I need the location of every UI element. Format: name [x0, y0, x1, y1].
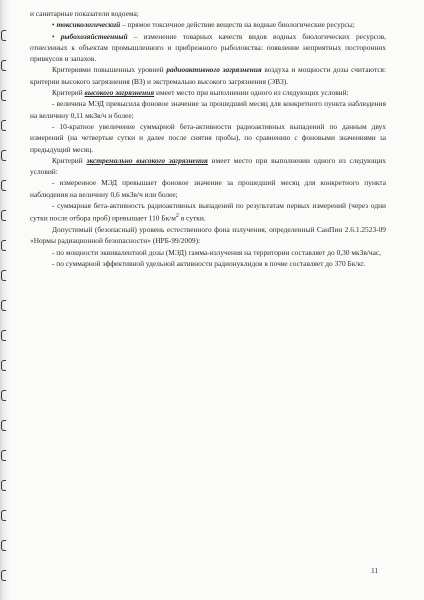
- page-number: 11: [371, 566, 379, 575]
- condition-med-011: [30, 98, 386, 121]
- binding-hole-mark: [1, 60, 6, 71]
- binding-hole-mark: [1, 420, 6, 431]
- binding-hole-mark: [1, 30, 6, 41]
- paragraph-text: Критериями повышенных уровней: [52, 65, 167, 75]
- term-high-pollution: высокого загрязнения: [84, 88, 155, 98]
- paragraph-extreme-pollution: [30, 155, 386, 178]
- paragraph-text: – изменение товарных качеств видов водных биологических ресурсов, отнесенных к объектам промышленного и прибрежного рыболовства: появление неприятных посторонних привкусов и запахов.: [30, 31, 386, 64]
- bullet-marker: •: [52, 31, 61, 41]
- paragraph-fishery: [30, 31, 386, 65]
- paragraph-text: имеет место при выполнении одного из следующих условий:: [154, 88, 349, 98]
- paragraph-high-pollution: [30, 87, 386, 98]
- binding-hole-mark: [1, 450, 6, 461]
- document-body: [30, 8, 386, 269]
- paragraph-radioactive-criteria: [30, 64, 386, 87]
- paragraph-text: - величина МЭД превысила фоновое значение за прошедший месяц для конкретного пункта наблюдения на величину 0,11 мкЗв/ч и более;: [30, 99, 386, 120]
- binding-hole-mark: [1, 90, 6, 101]
- binding-hole-mark: [1, 570, 6, 581]
- binding-hole-mark: [1, 390, 6, 401]
- term-toxicological: токсикологический: [56, 20, 121, 30]
- binding-hole-mark: [1, 540, 6, 551]
- superscript-exponent: 2: [175, 213, 179, 220]
- term-extreme-pollution: экстремально высокого загрязнения: [86, 155, 208, 165]
- bullet-marker: •: [52, 20, 57, 30]
- limit-soil-370: [30, 258, 386, 269]
- binding-hole-mark: [1, 300, 6, 311]
- paragraph-text: в сутки.: [178, 213, 206, 223]
- binding-hole-mark: [1, 240, 6, 251]
- paragraph-text: Допустимый (безопасный) уровень естественного фона излучения, определенный СанПин 2.6.1.2523-09 «Нормы радиационной безопасности» (НРБ-99/2009):: [30, 225, 386, 246]
- paragraph-sanitary-indicators: [30, 8, 386, 19]
- paragraph-text: - по мощности эквивалентной дозы (МЭД) гамма-излучения на территории составляет до 0,30 мкЗв/час,: [52, 247, 381, 257]
- condition-med-06: [30, 177, 386, 200]
- binding-hole-mark: [1, 120, 6, 131]
- paragraph-text: - 10-кратное увеличение суммарной бета-активности радиоактивных выпадений по данным двух измерений (на четвертые сутки и далее после снятия пробы), по сравнению с фоновыми значениями за предыдущий месяц.: [30, 121, 386, 154]
- paragraph-text: Критерий: [52, 155, 87, 165]
- binding-hole-mark: [1, 360, 6, 371]
- paragraph-text: и санитарные показатели водоема;: [30, 9, 139, 18]
- condition-beta-10x: [30, 121, 386, 155]
- paragraph-toxicological: [30, 19, 386, 30]
- binding-hole-mark: [1, 210, 6, 221]
- binding-hole-mark: [1, 150, 6, 161]
- binding-hole-mark: [1, 180, 6, 191]
- limit-med-030: [30, 247, 386, 258]
- paragraph-text: Критерий: [52, 88, 85, 98]
- paragraph-text: имеет место при выполнении одного из следующих условий:: [30, 155, 387, 177]
- binding-hole-mark: [1, 510, 6, 521]
- term-radioactive-pollution: радиоактивного загрязнения: [166, 65, 262, 75]
- paragraph-text: воздуха и мощности дозы считаются: критерии высокого загрязнения (ВЗ) и экстремально высокого загрязнения (ЭВЗ).: [30, 65, 386, 86]
- paragraph-text: - по суммарной эффективной удельной активности радионуклидов в почве составляет до 370 Бк/кг.: [52, 259, 366, 268]
- paragraph-text: - суммарная бета-активность радиоактивных выпадений по результатам первых измерений (через одни сутки после отбора проб) превышает 110 Бк/м: [30, 201, 386, 223]
- paragraph-permissible-level: [30, 224, 386, 247]
- paragraph-text: - измеренное МЭД превышает фоновое значение за прошедший месяц для конкретного пункта наблюдения на величину 0,6 мкЗв/ч или более;: [30, 178, 386, 199]
- binding-hole-mark: [1, 330, 6, 341]
- binding-hole-mark: [1, 270, 6, 281]
- paragraph-text: – прямое токсичное действие веществ на водные биологические ресурсы;: [120, 20, 355, 30]
- term-fishery: рыбохозяйственный: [60, 31, 128, 41]
- binding-hole-mark: [1, 480, 6, 491]
- condition-beta-110: [30, 200, 386, 224]
